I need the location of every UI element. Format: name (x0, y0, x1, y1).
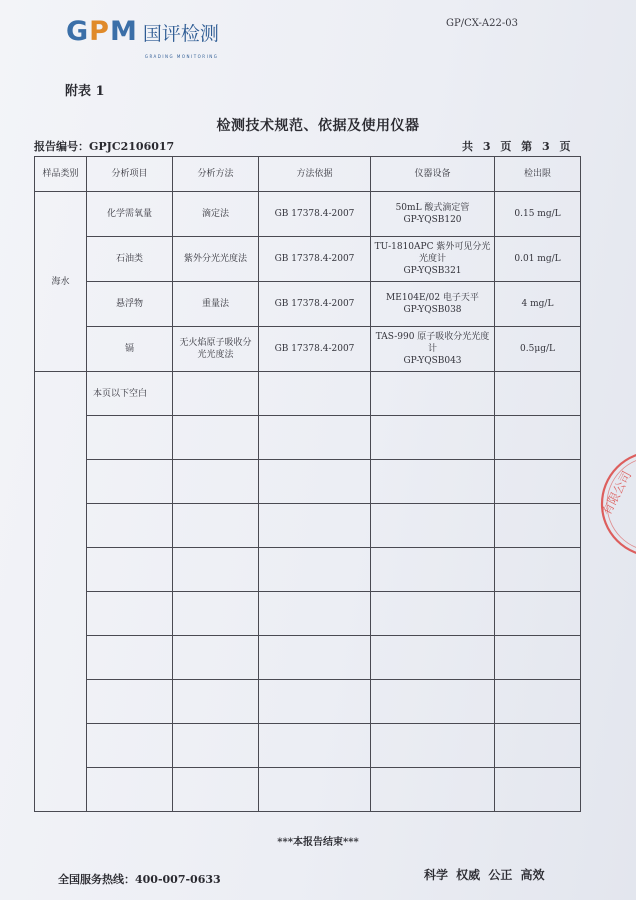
appendix-label: 附表 1 (65, 84, 105, 99)
limit-cell: 0.5μg/L (495, 327, 581, 372)
col-header: 分析项目 (87, 157, 173, 192)
table-header-row (35, 157, 581, 192)
instrument-cell: 50mL 酸式滴定管 GP-YQSB120 (371, 192, 495, 237)
blank-category-cell (35, 372, 87, 812)
company-logo (66, 16, 219, 59)
sample-category-cell: 海水 (35, 192, 87, 372)
table-row (35, 680, 581, 724)
basis-cell: GB 17378.4-2007 (259, 282, 371, 327)
table-row (35, 372, 581, 416)
col-header: 仪器设备 (371, 157, 495, 192)
limit-cell: 0.01 mg/L (495, 237, 581, 282)
logo-mark: GPM (66, 16, 138, 47)
report-number: 报告编号：GPJC2106017 (34, 140, 175, 153)
basis-cell: GB 17378.4-2007 (259, 237, 371, 282)
standards-table (34, 156, 581, 812)
table-row (35, 237, 581, 282)
table-row (35, 548, 581, 592)
item-cell: 化学需氧量 (87, 192, 173, 237)
method-cell: 无火焰原子吸收分光光度法 (173, 327, 259, 372)
company-slogan: 科学 权威 公正 高效 (424, 868, 545, 882)
limit-cell: 4 mg/L (495, 282, 581, 327)
document-code: GP/CX-A22-03 (446, 18, 518, 29)
method-cell: 滴定法 (173, 192, 259, 237)
item-cell: 镉 (87, 327, 173, 372)
report-end-marker: ***本报告结束*** (277, 837, 359, 848)
logo-chinese-name: 国评检测 GRADING MONITORING (143, 22, 219, 46)
instrument-cell: TAS-990 原子吸收分光光度计 GP-YQSB043 (371, 327, 495, 372)
method-cell: 紫外分光光度法 (173, 237, 259, 282)
item-cell: 石油类 (87, 237, 173, 282)
table-row (35, 416, 581, 460)
table-row (35, 192, 581, 237)
limit-cell: 0.15 mg/L (495, 192, 581, 237)
basis-cell: GB 17378.4-2007 (259, 327, 371, 372)
blank-note: 本页以下空白 (87, 372, 173, 416)
table-row (35, 282, 581, 327)
table-row (35, 768, 581, 812)
instrument-cell: ME104E/02 电子天平 GP-YQSB038 (371, 282, 495, 327)
page-title: 检测技术规范、依据及使用仪器 (216, 118, 420, 134)
method-cell: 重量法 (173, 282, 259, 327)
basis-cell: GB 17378.4-2007 (259, 192, 371, 237)
table-row (35, 592, 581, 636)
table-row (35, 460, 581, 504)
item-cell: 悬浮物 (87, 282, 173, 327)
col-header: 分析方法 (173, 157, 259, 192)
table-row (35, 724, 581, 768)
service-hotline: 全国服务热线：400-007-0633 (58, 873, 221, 886)
col-header: 检出限 (495, 157, 581, 192)
company-seal-stamp (596, 440, 636, 570)
page-counter: 共 3 页 第 3 页 (462, 140, 571, 153)
col-header: 样品类别 (35, 157, 87, 192)
table-row (35, 327, 581, 372)
table-row (35, 636, 581, 680)
col-header: 方法依据 (259, 157, 371, 192)
seal-text: 有限公司 (599, 468, 635, 518)
table-row (35, 504, 581, 548)
logo-subtitle: GRADING MONITORING (144, 54, 219, 59)
instrument-cell: TU-1810APC 紫外可见分光光度计 GP-YQSB321 (371, 237, 495, 282)
